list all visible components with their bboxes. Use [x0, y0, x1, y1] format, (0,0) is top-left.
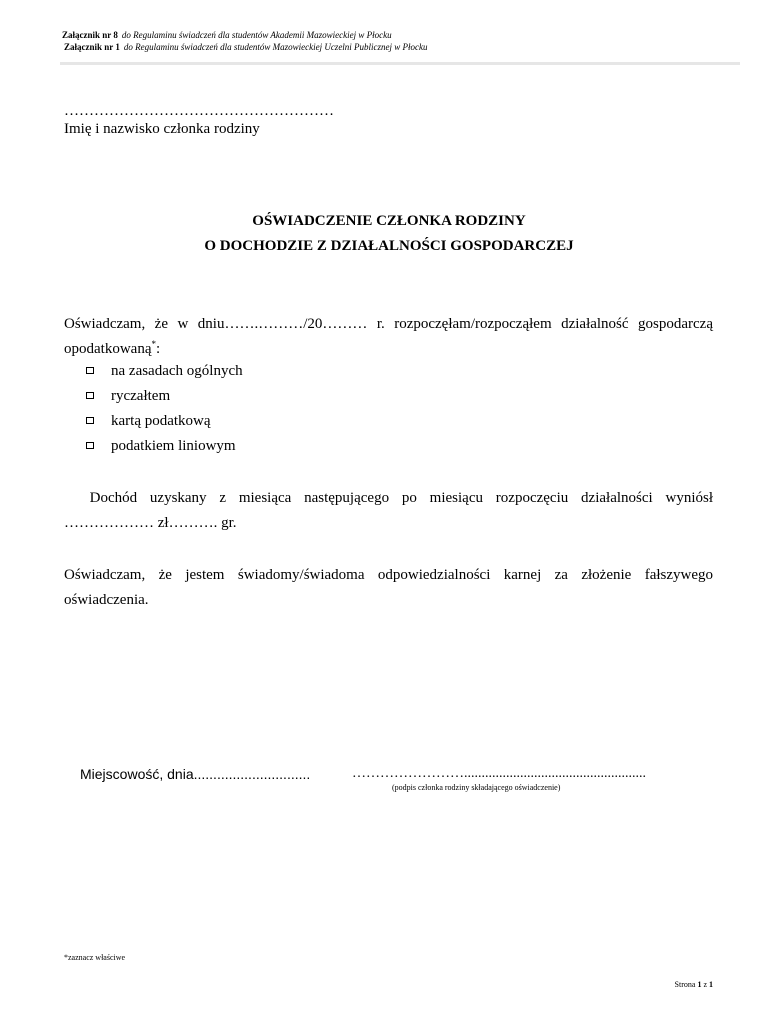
option-label: kartą podatkową [111, 413, 211, 429]
name-fill-line: ……………………………………………… [64, 103, 334, 119]
option-label: na zasadach ogólnych [111, 363, 243, 379]
attachment-number: Załącznik nr 8 [62, 30, 118, 40]
attachment-description: do Regulaminu świadczeń dla studentów Mazowieckiej Uczelni Publicznej w Płocku [123, 42, 428, 52]
option-label: ryczałtem [111, 388, 171, 404]
footnote: *zaznacz właściwe [64, 953, 126, 962]
income-paragraph [64, 486, 713, 536]
liability-paragraph [64, 563, 713, 613]
page-current: 1 [697, 980, 702, 989]
declaration-paragraph [64, 312, 713, 362]
option-general-rules [86, 363, 243, 380]
option-tax-card [86, 413, 211, 430]
declaration-line-2: opodatkowaną [64, 341, 152, 357]
document-title-line-1: OŚWIADCZENIE CZŁONKA RODZINY [252, 213, 526, 229]
income-line-1: Dochód uzyskany z miesiąca następującego po miesiącu rozpoczęciu działalności wyniósł [64, 490, 713, 506]
footnote-mark: * [151, 339, 156, 349]
option-label: podatkiem liniowym [111, 438, 236, 454]
checkbox-icon [86, 392, 94, 399]
document-title-line-2: O DOCHODZIE Z DZIAŁALNOŚCI GOSPODARCZEJ [204, 238, 574, 254]
liability-line-1: Oświadczam, że jestem świadomy/świadoma odpowiedzialności karnej za złożenie fałszywego [64, 567, 713, 583]
header-divider [60, 62, 740, 65]
page-total: 1 [709, 980, 713, 989]
option-flat-tax [86, 438, 236, 455]
declaration-colon: : [155, 341, 161, 357]
income-line-2: ……………… zł………. gr. [64, 515, 237, 531]
checkbox-icon [86, 442, 94, 449]
signature-fill-line: …………………….................................................... [352, 766, 646, 781]
checkbox-icon [86, 367, 94, 374]
liability-line-2: oświadczenia. [64, 592, 149, 608]
checkbox-icon [86, 417, 94, 424]
attachment-number: Załącznik nr 1 [64, 42, 120, 52]
declaration-line-1: Oświadczam, że w dniu…….………/20……… r. rozpoczęłam/rozpocząłem działalność gospodarczą [64, 316, 713, 332]
name-label: Imię i nazwisko członka rodziny [64, 121, 260, 137]
header-line-1 [62, 30, 392, 41]
page-sep: z [703, 980, 707, 989]
attachment-description: do Regulaminu świadczeń dla studentów Akademii Mazowieckiej w Płocku [121, 30, 392, 40]
header-line-2 [64, 42, 428, 53]
signature-caption: (podpis członka rodziny składającego oświadczenie) [392, 783, 561, 792]
page-number [675, 980, 713, 989]
option-lump-sum [86, 388, 170, 405]
place-date-field: Miejscowość, dnia.............................. [80, 766, 311, 782]
page-prefix: Strona [674, 980, 696, 989]
